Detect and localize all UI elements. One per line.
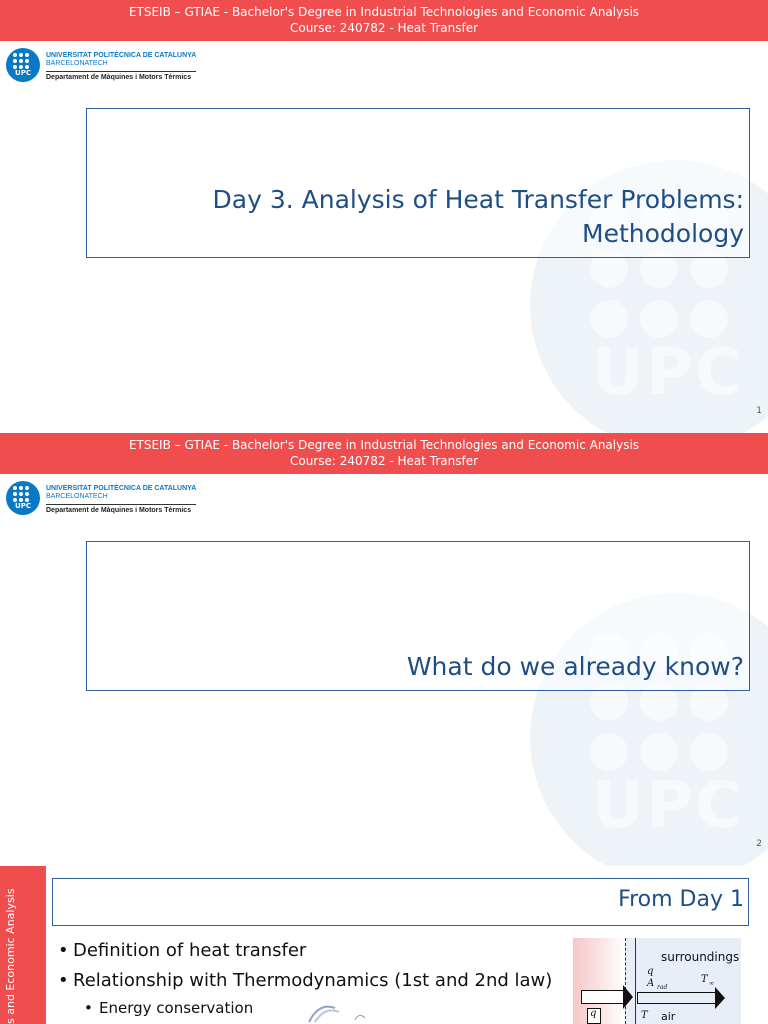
- air-label: air: [661, 1010, 676, 1023]
- arrow-right-icon: [623, 985, 633, 1009]
- side-banner-text: s and Economic Analysis: [4, 888, 17, 1024]
- bullet-item: • Definition of heat transfer: [58, 940, 307, 961]
- bullet-item: • Energy conservation: [84, 999, 254, 1017]
- logo-city: BARCELONATECH: [46, 493, 108, 500]
- slide-3: [0, 866, 768, 1024]
- upc-logo-icon: UPC: [6, 48, 40, 82]
- arrow-right-icon: [715, 987, 725, 1009]
- logo-city: BARCELONATECH: [46, 60, 108, 67]
- upc-watermark: UPC: [470, 533, 768, 866]
- upc-watermark: UPC: [470, 100, 768, 433]
- page-number: 2: [756, 839, 762, 849]
- upc-logo: [6, 48, 206, 84]
- slide-2: [0, 433, 768, 866]
- title-box: [86, 108, 750, 258]
- logo-department: Departament de Màquines i Motors Tèrmics: [46, 74, 192, 81]
- upc-logo: [6, 481, 206, 517]
- course-banner: [0, 0, 768, 41]
- title-box: [52, 878, 749, 926]
- slide-title: What do we already know?: [406, 652, 744, 681]
- slide-title: Day 3. Analysis of Heat Transfer Problems: Methodology: [212, 185, 744, 248]
- logo-university: UNIVERSITAT POLITÈCNICA DE CATALUNYA: [46, 52, 197, 59]
- surroundings-label: surroundings: [661, 950, 740, 964]
- side-banner: [0, 866, 46, 1024]
- logo-university: UNIVERSITAT POLITÈCNICA DE CATALUNYA: [46, 485, 197, 492]
- slide-1: [0, 0, 768, 433]
- upc-logo-icon: UPC: [6, 481, 40, 515]
- banner-line-2: Course: 240782 - Heat Transfer: [289, 21, 479, 35]
- bullet-item: • Relationship with Thermodynamics (1st and 2nd law): [58, 970, 553, 991]
- title-box: [86, 541, 750, 691]
- logo-department: Departament de Màquines i Motors Tèrmics: [46, 507, 192, 514]
- banner-line-1: ETSEIB – GTIAE - Bachelor's Degree in Industrial Technologies and Economic Analysis: [128, 438, 640, 452]
- banner-line-2: Course: 240782 - Heat Transfer: [289, 454, 479, 468]
- page-number: 1: [756, 406, 762, 416]
- banner-line-1: ETSEIB – GTIAE - Bachelor's Degree in Industrial Technologies and Economic Analysis: [128, 5, 640, 19]
- surface-energy-balance-figure: surroundings q A rad T ∞ q T air: [573, 938, 741, 1024]
- course-banner: [0, 433, 768, 474]
- sketch-illustration: [305, 998, 375, 1024]
- slide-title: From Day 1: [618, 887, 744, 912]
